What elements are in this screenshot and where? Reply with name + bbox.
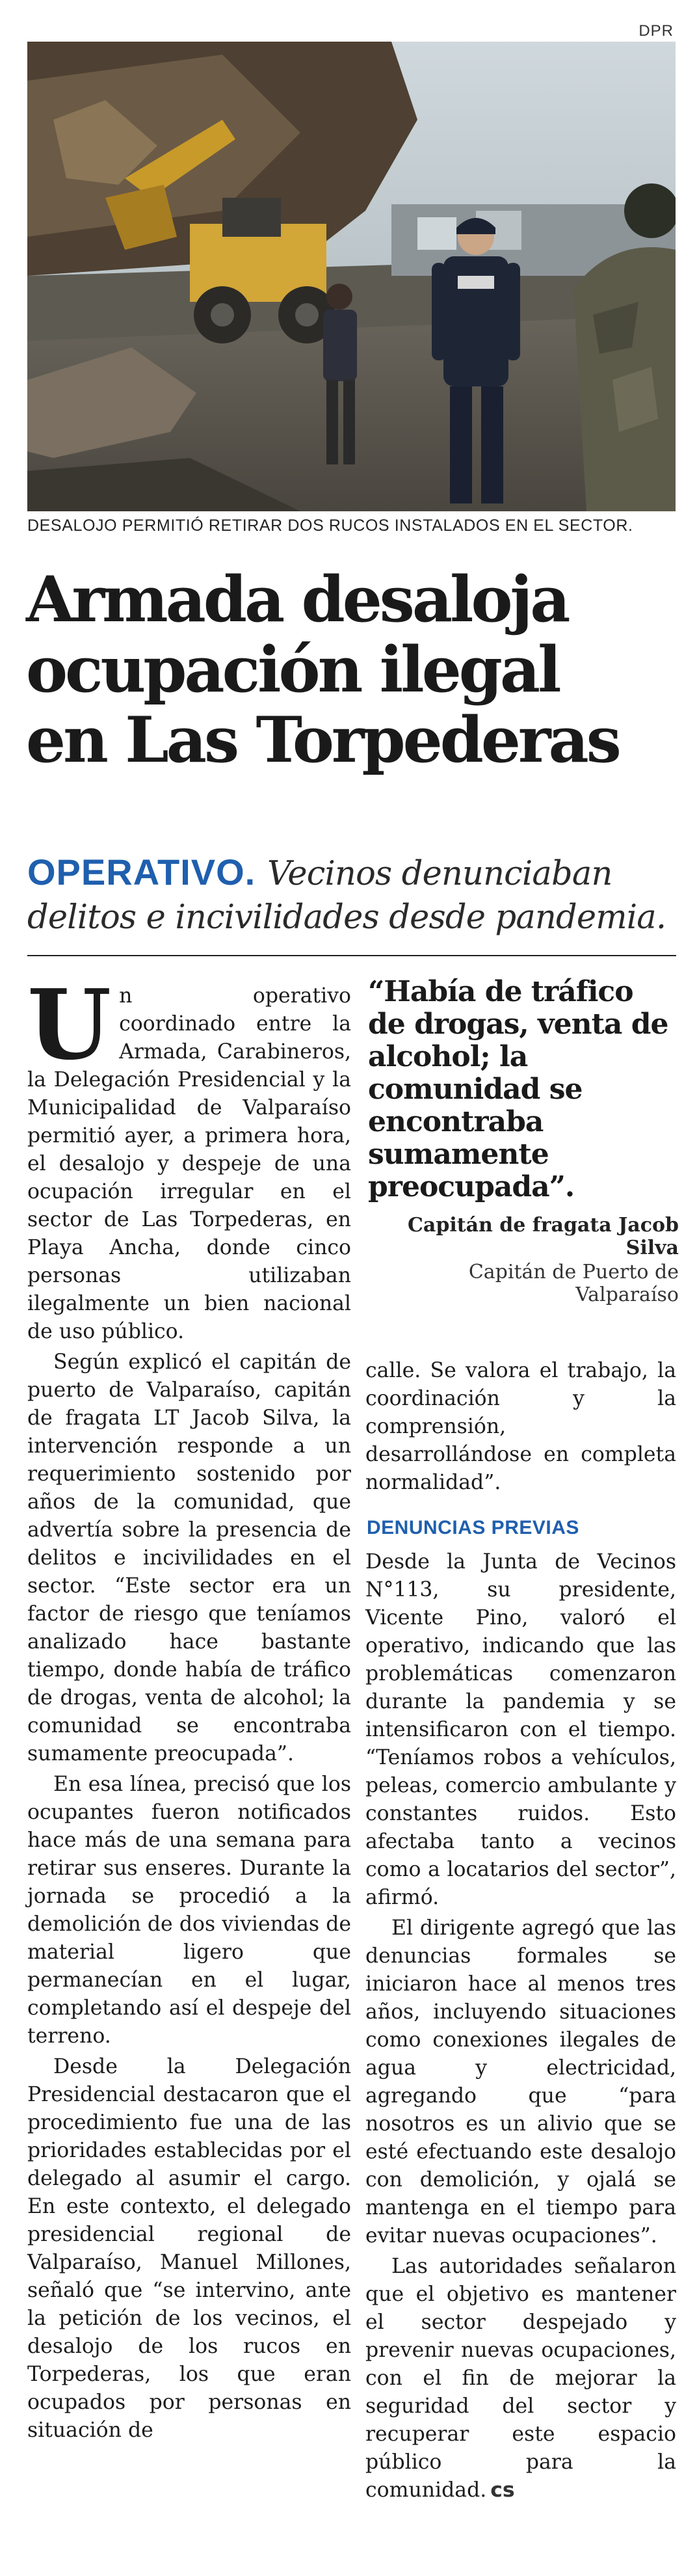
paragraph-1 bbox=[27, 968, 351, 1346]
demolition-scene-illustration bbox=[27, 42, 676, 511]
photo-credit: DPR bbox=[638, 22, 674, 40]
drop-cap: U bbox=[27, 968, 112, 1081]
headline bbox=[26, 565, 676, 775]
paragraph-4: Desde la Delegación Presidencial destacaron que el procedimiento fue una de las prioridades establecidas por el delegado al asumir el cargo. En este contexto, el delegado presidencial regional de Valparaíso, Manuel Millones, señaló que “se intervino, ante la petición de los vecinos, el desalojo de los rucos en Torpederas, los que eran ocupados por personas en situación de bbox=[27, 2055, 351, 2442]
deck-subtitle: Vecinos denunciaban delitos e incivilidades desde pandemia. bbox=[27, 855, 666, 937]
headline-line-3: en Las Torpederas bbox=[26, 703, 619, 777]
paragraph-7-text: Las autoridades señalaron que el objetivo es mantener el sector despejado y prevenir nuevas ocupaciones, con el fin de mejorar la seguridad del sector y recuperar este espacio público para la comunidad. bbox=[365, 2255, 676, 2502]
headline-line-2: ocupación ilegal bbox=[26, 633, 559, 706]
end-mark-icon: cs bbox=[490, 2478, 515, 2502]
paragraph-1-text: n operativo coordinado entre la Armada, Carabineros, la Delegación Presidencial y la Municipalidad de Valparaíso permitió ayer, a primera hora, el desalojo y despeje de una ocupación irregular en el sector de Las Torpederas, en Playa Ancha, donde cinco personas utilizaban ilegalmente un bien nacional de uso público. bbox=[27, 984, 351, 1343]
photo-caption: DESALOJO PERMITIÓ RETIRAR DOS RUCOS INSTALADOS EN EL SECTOR. bbox=[27, 517, 633, 535]
paragraph-6: El dirigente agregó que las denuncias formales se iniciaron hace al menos tres años, incluyendo situaciones como conexiones ilegales de agua y electricidad, agregando que “para nosotros es un alivio que se esté efectuando este desalojo con demolición, y ojalá se mantenga en el tiempo para evitar nuevas ocupaciones”. bbox=[365, 1916, 676, 2247]
pull-quote-name: Capitán de fragata Jacob Silva bbox=[408, 1214, 679, 1259]
headline-line-1: Armada desaloja bbox=[26, 563, 568, 636]
deck bbox=[27, 851, 677, 939]
paragraph-4-continued: calle. Se valora el trabajo, la coordinación y la comprensión, desarrollándose en completa normalidad”. bbox=[365, 1359, 676, 1494]
pull-quote-text: “Había de tráfico de drogas, venta de alcohol; la comunidad se encontraba sumamente preocupada”. bbox=[368, 975, 668, 1203]
deck-kicker: OPERATIVO. bbox=[27, 852, 256, 892]
section-subhead: DENUNCIAS PREVIAS bbox=[367, 1517, 579, 1538]
paragraph-7 bbox=[365, 2253, 676, 2504]
article-column-2-top bbox=[365, 1357, 676, 1497]
article-column-2 bbox=[365, 1548, 676, 2504]
pull-quote bbox=[368, 976, 679, 1306]
section-divider bbox=[27, 955, 676, 956]
paragraph-3: En esa línea, precisó que los ocupantes fueron notificados hace más de una semana para retirar sus enseres. Durante la jornada se procedió a la demolición de dos viviendas de material ligero que permanecían en el lugar, completando así el despeje del terreno. bbox=[27, 1773, 351, 2048]
news-photo bbox=[27, 42, 676, 511]
paragraph-5: Desde la Junta de Vecinos N°113, su presidente, Vicente Pino, valoró el operativo, indicando que las problemáticas comenzaron durante la pandemia y se intensificaron con el tiempo. “Teníamos robos a vehículos, peleas, comercio ambulante y constantes ruidos. Esto afectaba tanto a vecinos como a locatarios del sector”, afirmó. bbox=[365, 1550, 676, 1909]
pull-quote-role: Capitán de Puerto de Valparaíso bbox=[468, 1261, 679, 1306]
paragraph-2: Según explicó el capitán de puerto de Valparaíso, capitán de fragata LT Jacob Silva, la intervención responde a un requerimiento sostenido por años de la comunidad, que advertía sobre la presencia de delitos e incivilidades en el sector. “Este sector era un factor de riesgo que teníamos analizado hace bastante tiempo, donde había de tráfico de drogas, venta de alcohol; la comunidad se encontraba sumamente preocupada”. bbox=[27, 1350, 351, 1765]
article-column-1 bbox=[27, 968, 351, 2445]
